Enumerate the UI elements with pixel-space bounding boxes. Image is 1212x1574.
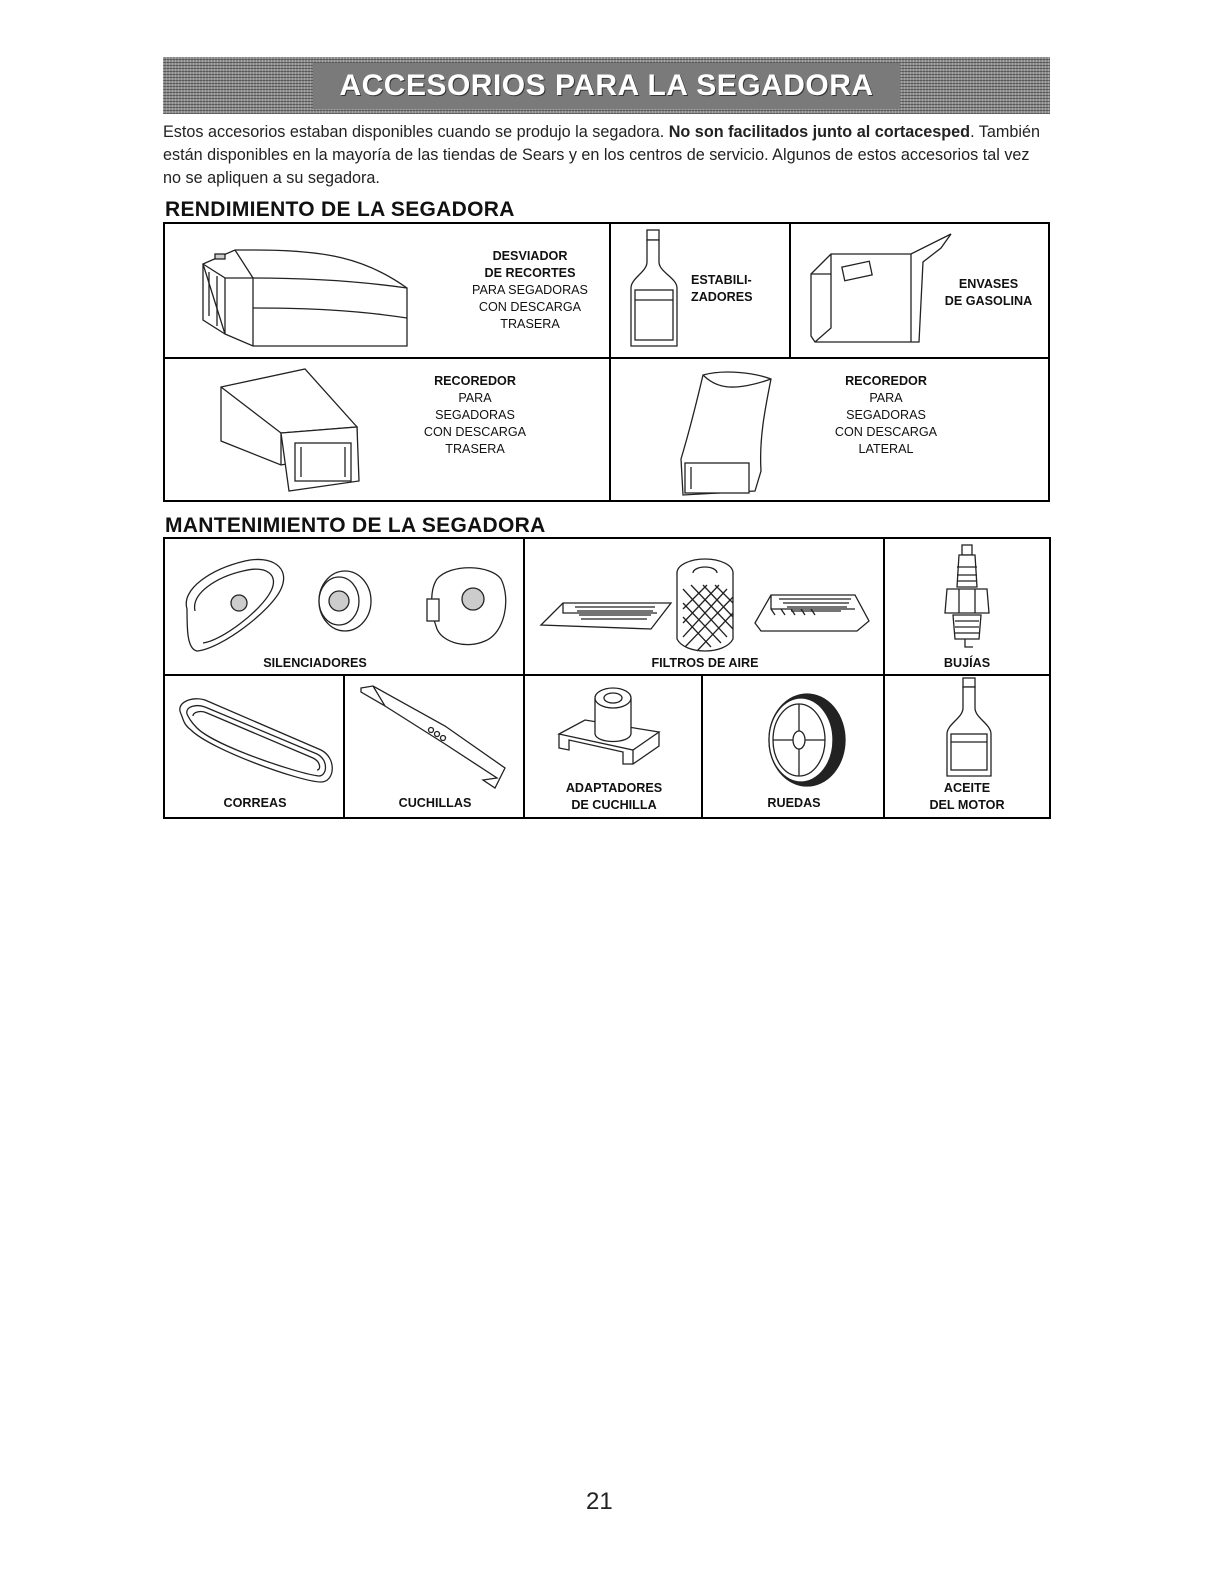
cuchillas-label: CUCHILLAS (398, 796, 472, 810)
intro-paragraph (163, 121, 1043, 190)
cell-filtros (525, 539, 885, 676)
section-title-mantenimiento: MANTENIMIENTO DE LA SEGADORA (165, 514, 546, 537)
adaptadores-label: ADAPTADORES DE CUCHILLA (565, 781, 663, 812)
estabilizadores-label: ESTABILI- ZADORES (691, 273, 753, 304)
air-filter-icon (535, 543, 875, 653)
mantenimiento-grid (163, 537, 1051, 819)
page-number: 21 (586, 1488, 613, 1515)
oil-bottle-icon (941, 676, 1001, 786)
silenciadores-label: SILENCIADORES (263, 656, 367, 670)
correas-label: CORREAS (223, 796, 287, 810)
title-banner (163, 57, 1050, 114)
cell-bujias (885, 539, 1049, 676)
blade-icon (355, 684, 515, 794)
spark-plug-icon (937, 543, 997, 653)
cell-correas (165, 676, 345, 817)
cell-ruedas (703, 676, 885, 817)
cell-adaptadores (525, 676, 703, 817)
section-title-rendimiento: RENDIMIENTO DE LA SEGADORA (165, 198, 515, 221)
page-title: ACCESORIOS PARA LA SEGADORA (313, 63, 899, 109)
blade-adapter-icon (555, 684, 675, 784)
cell-silenciadores (165, 539, 525, 676)
rendimiento-grid (163, 222, 1050, 502)
cell-aceite (885, 676, 1049, 817)
muffler-icon (181, 549, 521, 659)
cell-estabilizadores (611, 224, 791, 359)
cell-envases (791, 224, 1048, 359)
recoredor-lateral-label: RECOREDOR PARA SEGADORAS CON DESCARGA LATERAL (834, 374, 938, 456)
bottle-icon (625, 228, 685, 353)
rear-bagger-icon (217, 367, 377, 497)
intro-bold: No son facilitados junto al cortacesped (668, 123, 971, 141)
side-bagger-icon (675, 369, 785, 499)
cell-desviador (165, 224, 611, 359)
belt-icon (171, 690, 341, 790)
cell-recoredor-lateral (611, 359, 1048, 500)
aceite-label: ACEITE DEL MOTOR (929, 781, 1005, 812)
intro-text-1: Estos accesorios estaban disponibles cuando se produjo la segadora. (163, 123, 669, 141)
wheel-icon (753, 684, 853, 794)
recoredor-trasera-label: RECOREDOR PARA SEGADORAS CON DESCARGA TRASERA (423, 374, 527, 456)
ruedas-label: RUEDAS (767, 796, 821, 810)
desviador-label: DESVIADOR DE RECORTES PARA SEGADORAS CON DESCARGA TRASERA (472, 249, 588, 331)
bujias-label: BUJÍAS (943, 656, 991, 670)
cell-recoredor-trasera (165, 359, 611, 500)
envases-label: ENVASES DE GASOLINA (944, 277, 1033, 308)
filtros-label: FILTROS DE AIRE (651, 656, 759, 670)
intro-text-2: . También están disponibles en la mayoría de las tiendas de Sears y en los centros de servicio. Algunos de estos accesorios tal vez no se apliquen a su segadora. (163, 123, 1040, 187)
deflector-icon (195, 238, 435, 348)
cell-cuchillas (345, 676, 525, 817)
